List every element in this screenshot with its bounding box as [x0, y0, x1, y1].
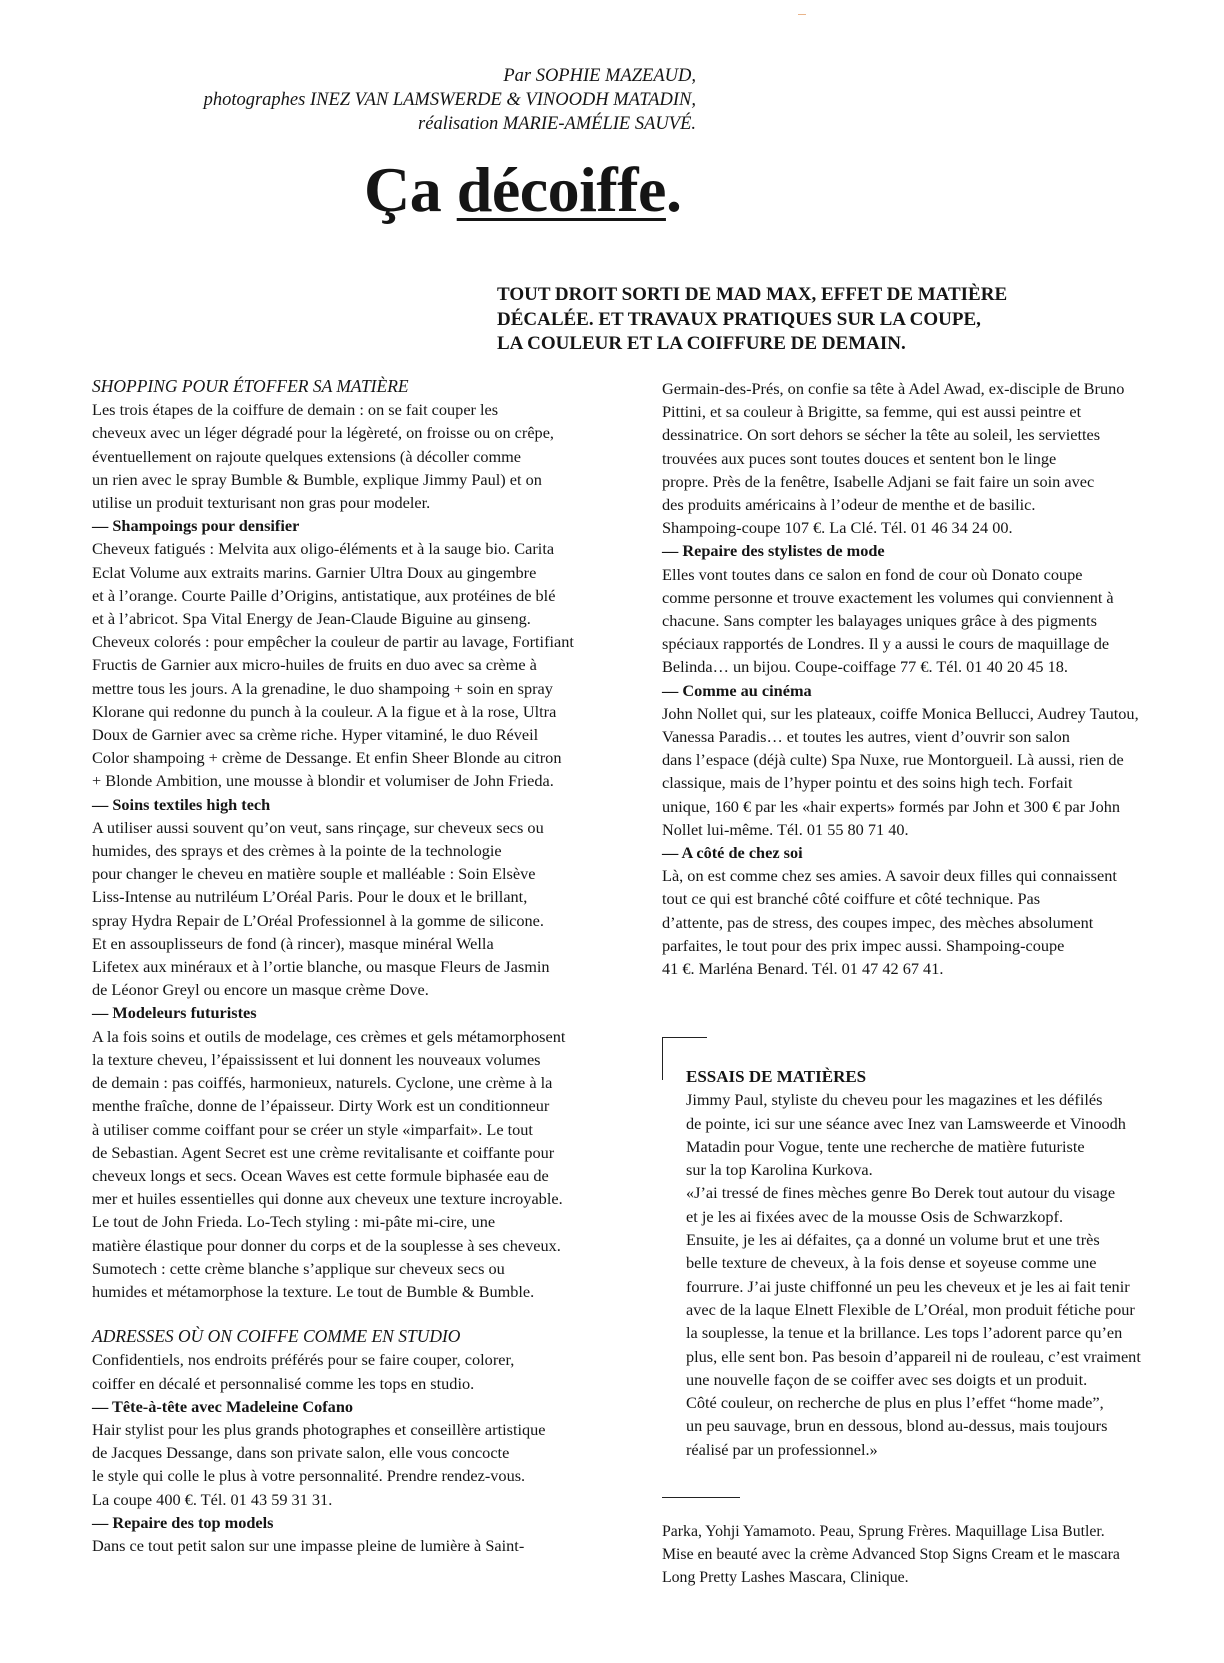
- text-line: Lifetex aux minéraux et à l’ortie blanche, ou masque Fleurs de Jasmin: [92, 957, 550, 977]
- sidebar-line: la souplesse, la tenue et la brillance. Les tops l’adorent parce qu’en: [686, 1323, 1123, 1343]
- sidebar-line: et je les ai fixées avec de la mousse Osis de Schwarzkopf.: [686, 1206, 1064, 1226]
- text-line: Klorane qui redonne du punch à la couleur. A la figue et à la rose, Ultra: [92, 701, 557, 721]
- text-line: A la fois soins et outils de modelage, ces crèmes et gels métamorphosent: [92, 1026, 566, 1046]
- text-line: Dans ce tout petit salon sur une impasse pleine de lumière à Saint-: [92, 1535, 525, 1555]
- text-line: mettre tous les jours. A la grenadine, le duo shampoing + soin en spray: [92, 678, 553, 698]
- text-line: Sumotech : cette crème blanche s’applique sur cheveux secs ou: [92, 1258, 505, 1278]
- text-line: cheveux avec un léger dégradé pour la légèreté, on froisse ou on crêpe,: [92, 423, 554, 443]
- sidebar-line: de pointe, ici sur une séance avec Inez van Lamsweerde et Vinoodh: [686, 1113, 1126, 1133]
- text-line: trouvées aux puces sont toutes douces et sentent bon le linge: [662, 448, 1057, 468]
- text-line: Cheveux fatigués : Melvita aux oligo-éléments et à la sauge bio. Carita: [92, 539, 555, 559]
- text-line: Pittini, et sa couleur à Brigitte, sa femme, qui est aussi peintre et: [662, 402, 1082, 422]
- section-heading: ADRESSES OÙ ON COIFFE COMME EN STUDIO: [92, 1326, 461, 1347]
- subheading: — Modeleurs futuristes: [92, 1003, 257, 1023]
- subheading: — Tête-à-tête avec Madeleine Cofano: [92, 1396, 354, 1416]
- sidebar-line: belle texture de cheveux, à la fois dense et soyeuse comme une: [686, 1253, 1097, 1273]
- sidebar-line: Ensuite, je les ai défaites, ça a donné un volume brut et une très: [686, 1230, 1100, 1250]
- text-line: Vanessa Paradis… et toutes les autres, vient d’ouvrir son salon: [662, 727, 1070, 747]
- text-line: Germain-des-Prés, on confie sa tête à Adel Awad, ex-disciple de Bruno: [662, 379, 1125, 398]
- title-part-2: décoiffe: [456, 154, 666, 225]
- text-line: utilise un produit texturisant non gras pour modeler.: [92, 493, 431, 513]
- decorative-mark: [798, 14, 806, 15]
- text-line: Nollet lui-même. Tél. 01 55 80 71 40.: [662, 819, 909, 839]
- credit-production: réalisation MARIE-AMÉLIE SAUVÉ.: [418, 114, 696, 134]
- sidebar-line: réalisé par un professionnel.»: [686, 1439, 878, 1459]
- sidebar-line: Côté couleur, on recherche de plus en plus l’effet “home made”,: [686, 1393, 1104, 1413]
- sidebar-line: avec de la laque Elnett Flexible de L’Oréal, mon produit fétiche pour: [686, 1299, 1135, 1319]
- sidebar-line: plus, elle sent bon. Pas besoin d’appareil ni de rouleau, c’est vraiment: [686, 1346, 1141, 1366]
- text-line: Hair stylist pour les plus grands photographes et conseillère artistique: [92, 1419, 546, 1439]
- text-line: à utiliser comme coiffant pour se créer un style «imparfait». Le tout: [92, 1119, 533, 1139]
- text-line: le style qui colle le plus à votre personnalité. Prendre rendez-vous.: [92, 1466, 526, 1486]
- right-column: [662, 377, 1207, 980]
- lede-line: TOUT DROIT SORTI DE MAD MAX, EFFET DE MATIÈRE: [497, 284, 1008, 305]
- text-line: de Léonor Greyl ou encore un masque crème Dove.: [92, 980, 429, 1000]
- text-line: John Nollet qui, sur les plateaux, coiffe Monica Bellucci, Audrey Tautou,: [662, 703, 1139, 723]
- text-line: dessinatrice. On sort dehors se sécher la tête au soleil, les serviettes: [662, 425, 1101, 445]
- text-line: La coupe 400 €. Tél. 01 43 59 31 31.: [92, 1489, 333, 1509]
- text-line: Eclat Volume aux extraits marins. Garnier Ultra Doux au gingembre: [92, 562, 537, 582]
- text-line: Liss-Intense au nutriléum L’Oréal Paris. Pour le doux et le brillant,: [92, 887, 528, 907]
- text-line: 41 €. Marléna Benard. Tél. 01 47 42 67 41.: [662, 959, 944, 979]
- text-line: humides, des sprays et des crèmes à la pointe de la technologie: [92, 841, 502, 861]
- section-gap: [92, 1303, 632, 1325]
- text-line: dans l’espace (déjà culte) Spa Nuxe, rue Montorgueil. Là aussi, rien de: [662, 750, 1124, 770]
- subheading: — A côté de chez soi: [662, 843, 803, 863]
- text-line: Et en assouplisseurs de fond (à rincer), masque minéral Wella: [92, 933, 494, 953]
- left-column: [92, 375, 632, 1557]
- text-line: propre. Près de la fenêtre, Isabelle Adjani se fait faire un soin avec: [662, 471, 1095, 491]
- sidebar-line: fourrure. J’ai juste chiffonné un peu les cheveux et je les ai fait tenir: [686, 1276, 1130, 1296]
- text-line: et à l’orange. Courte Paille d’Origins, antistatique, aux protéines de blé: [92, 585, 556, 605]
- text-line: de Sebastian. Agent Secret est une crème revitalisante et coiffante pour: [92, 1142, 555, 1162]
- credit-author: Par SOPHIE MAZEAUD,: [503, 66, 696, 86]
- subheading: — Repaire des top models: [92, 1512, 274, 1532]
- text-line: Le tout de John Frieda. Lo-Tech styling : mi-pâte mi-cire, une: [92, 1212, 496, 1232]
- sidebar-line: Matadin pour Vogue, tente une recherche de matière futuriste: [686, 1136, 1085, 1156]
- subheading: — Shampoings pour densifier: [92, 516, 300, 536]
- text-line: Là, on est comme chez ses amies. A savoir deux filles qui connaissent: [662, 866, 1117, 886]
- text-line: comme personne et trouve exactement les volumes qui conviennent à: [662, 587, 1114, 607]
- text-line: Elles vont toutes dans ce salon en fond de cour où Donato coupe: [662, 564, 1083, 584]
- subheading: — Soins textiles high tech: [92, 794, 271, 814]
- text-line: et à l’abricot. Spa Vital Energy de Jean-Claude Biguine au ginseng.: [92, 609, 531, 629]
- text-line: Les trois étapes de la coiffure de demain : on se fait couper les: [92, 400, 499, 420]
- text-line: mer et huiles essentielles qui donne aux cheveux une texture incroyable.: [92, 1189, 563, 1209]
- text-line: Fructis de Garnier aux micro-huiles de fruits en duo avec sa crème à: [92, 655, 537, 675]
- text-line: Belinda… un bijou. Coupe-coiffage 77 €. Tél. 01 40 20 45 18.: [662, 657, 1068, 677]
- text-line: de Jacques Dessange, dans son private salon, elle vous concocte: [92, 1443, 510, 1463]
- caption-rule: [662, 1497, 740, 1498]
- lede-line: DÉCALÉE. ET TRAVAUX PRATIQUES SUR LA COUPE,: [497, 308, 981, 330]
- text-line: coiffer en décalé et personnalisé comme les tops en studio.: [92, 1373, 475, 1393]
- text-line: Cheveux colorés : pour empêcher la couleur de partir au lavage, Fortifiant: [92, 632, 574, 652]
- text-line: spéciaux rapportés de Londres. Il y a aussi le cours de maquillage de: [662, 634, 1110, 654]
- section-heading: SHOPPING POUR ÉTOFFER SA MATIÈRE: [92, 376, 409, 396]
- sidebar-line: un peu sauvage, brun en dessous, blond au-dessus, mais toujours: [686, 1416, 1108, 1436]
- subheading: — Comme au cinéma: [662, 680, 812, 700]
- subheading: — Repaire des stylistes de mode: [662, 541, 885, 561]
- text-line: un rien avec le spray Bumble & Bumble, explique Jimmy Paul) et on: [92, 469, 542, 489]
- text-line: spray Hydra Repair de L’Oréal Professionnel à la gomme de silicone.: [92, 910, 544, 930]
- text-line: A utiliser aussi souvent qu’on veut, sans rinçage, sur cheveux secs ou: [92, 817, 544, 837]
- caption-line: Mise en beauté avec la crème Advanced Stop Signs Cream et le mascara: [662, 1546, 1120, 1563]
- text-line: Confidentiels, nos endroits préférés pour se faire couper, colorer,: [92, 1350, 515, 1370]
- text-line: Color shampoing + crème de Dessange. Et enfin Sheer Blonde au citron: [92, 748, 562, 768]
- text-line: matière élastique pour donner du corps et de la souplesse à ses cheveux.: [92, 1235, 561, 1255]
- text-line: unique, 160 € par les «hair experts» formés par John et 300 € par John: [662, 796, 1121, 816]
- text-line: tout ce qui est branché côté coiffure et côté technique. Pas: [662, 889, 1041, 909]
- credits: [36, 64, 696, 136]
- text-line: éventuellement on rajoute quelques extensions (à décoller comme: [92, 446, 522, 466]
- text-line: humides et métamorphose la texture. Le tout de Bumble & Bumble.: [92, 1281, 535, 1301]
- text-line: pour changer le cheveu en matière souple et malléable : Soin Elsève: [92, 864, 536, 884]
- sidebar-box: [686, 1065, 1206, 1461]
- caption-line: Long Pretty Lashes Mascara, Clinique.: [662, 1569, 909, 1586]
- sidebar-line: «J’ai tressé de fines mèches genre Bo Derek tout autour du visage: [686, 1183, 1116, 1203]
- title-part-3: .: [665, 154, 682, 225]
- lede: [497, 283, 1097, 357]
- text-line: + Blonde Ambition, une mousse à blondir et volumiser de John Frieda.: [92, 771, 554, 791]
- text-line: classique, mais de l’hyper pointu et des soins high tech. Forfait: [662, 773, 1073, 793]
- text-line: Shampoing-coupe 107 €. La Clé. Tél. 01 46 34 24 00.: [662, 518, 1013, 538]
- text-line: chacune. Sans compter les balayages uniques grâce à des pigments: [662, 611, 1097, 631]
- text-line: parfaites, le tout pour des prix impec aussi. Shampoing-coupe: [662, 935, 1065, 955]
- caption-line: Parka, Yohji Yamamoto. Peau, Sprung Frères. Maquillage Lisa Butler.: [662, 1523, 1105, 1540]
- text-line: des produits américains à l’odeur de menthe et de basilic.: [662, 495, 1036, 515]
- sidebar-line: une nouvelle façon de se coiffer avec ses doigts et un produit.: [686, 1369, 1088, 1389]
- title-part-1: Ça: [364, 154, 457, 225]
- text-line: de demain : pas coiffés, harmonieux, naturels. Cyclone, une crème à la: [92, 1073, 553, 1093]
- text-line: la texture cheveu, l’épaississent et lui donnent les nouveaux volumes: [92, 1049, 541, 1069]
- text-line: menthe fraîche, donne de l’épaisseur. Dirty Work est un conditionneur: [92, 1096, 550, 1116]
- text-line: Doux de Garnier avec sa crème riche. Hyper vitaminé, le duo Réveil: [92, 725, 539, 745]
- text-line: cheveux longs et secs. Ocean Waves est cette formule biphasée eau de: [92, 1165, 549, 1185]
- caption: [662, 1520, 1120, 1589]
- text-line: d’attente, pas de stress, des coupes impec, des mèches absolument: [662, 912, 1094, 932]
- sidebar-line: Jimmy Paul, styliste du cheveu pour les magazines et les défilés: [686, 1090, 1103, 1110]
- sidebar-line: sur la top Karolina Kurkova.: [686, 1160, 873, 1180]
- page-title: [364, 150, 681, 230]
- sidebar-heading: ESSAIS DE MATIÈRES: [686, 1067, 867, 1086]
- lede-line: LA COULEUR ET LA COIFFURE DE DEMAIN.: [497, 333, 906, 354]
- credit-photographers: photographes INEZ VAN LAMSWERDE & VINOODH MATADIN,: [203, 90, 696, 110]
